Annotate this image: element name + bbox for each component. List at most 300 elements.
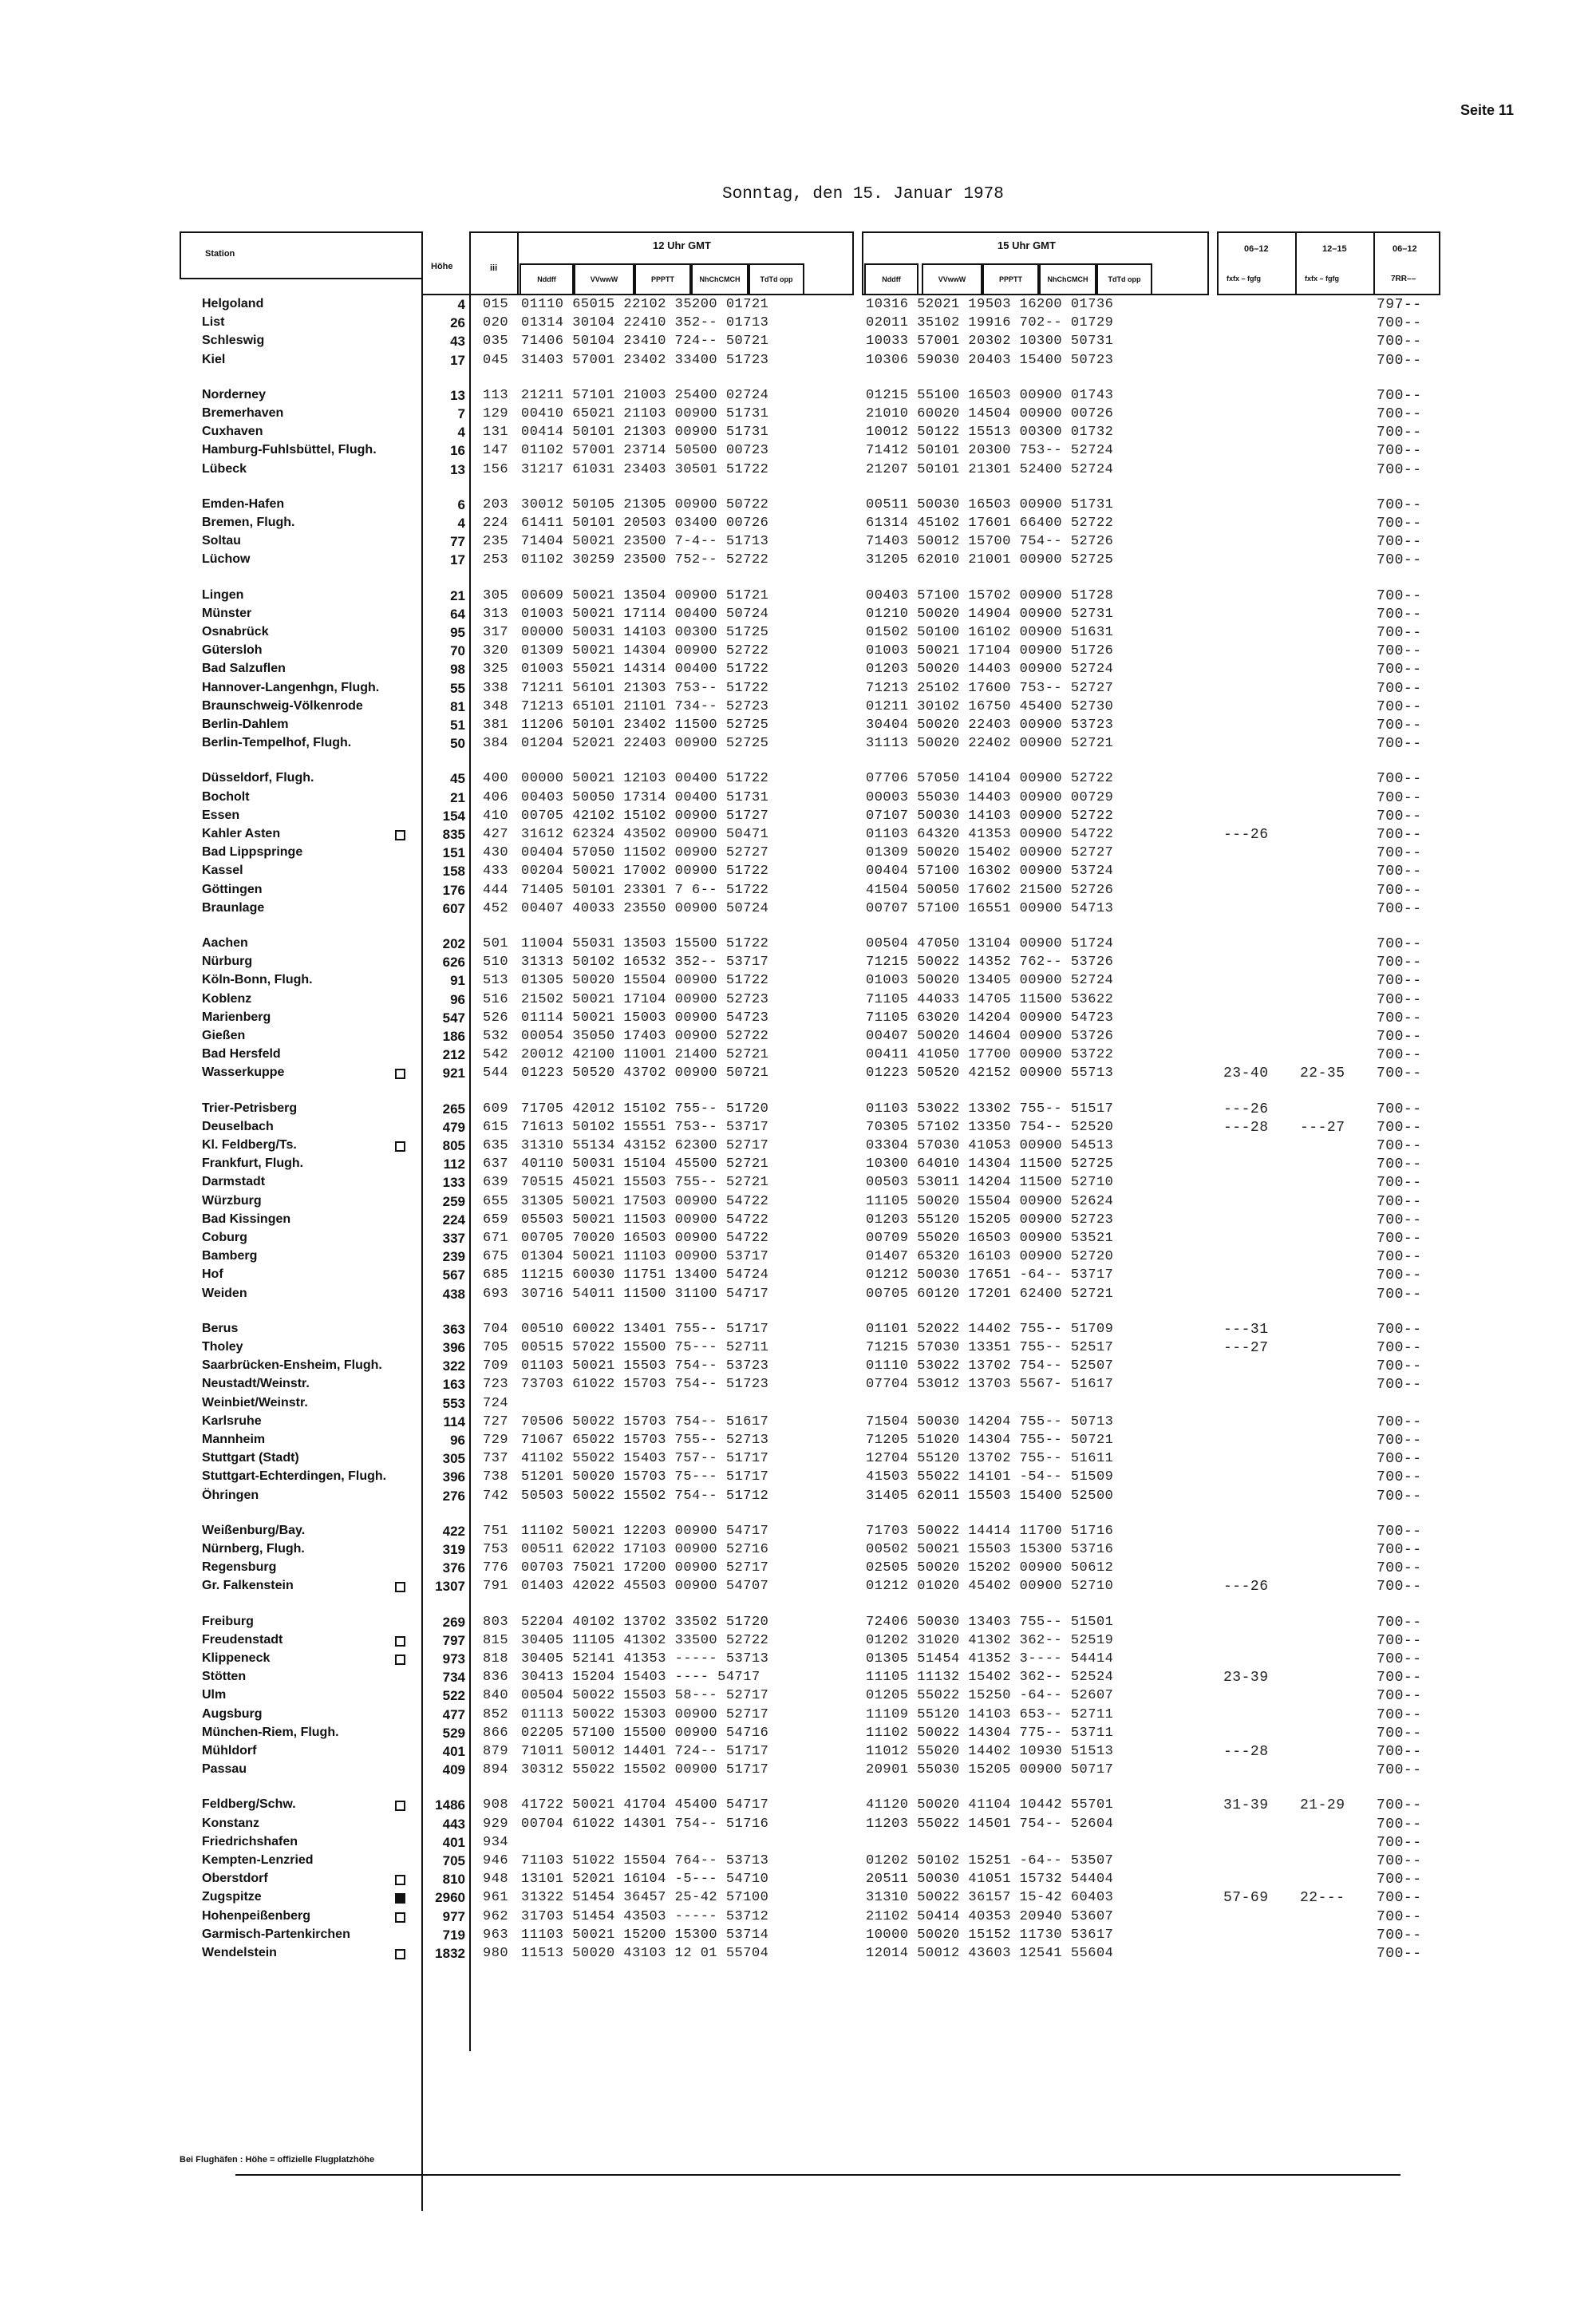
- obs-15utc: 01003 50021 17104 00900 51726: [866, 643, 1114, 659]
- obs-12utc: 31217 61031 23403 30501 51722: [521, 461, 769, 477]
- obs-12utc: 73703 61022 15703 754-- 51723: [521, 1377, 769, 1393]
- station-index: 635: [483, 1138, 509, 1153]
- station-index: 338: [483, 680, 509, 696]
- gust-06-12: ---26: [1223, 827, 1269, 843]
- station-index: 980: [483, 1946, 509, 1961]
- obs-15utc: 71412 50101 20300 753-- 52724: [866, 443, 1114, 459]
- station-elevation: 322: [442, 1358, 465, 1374]
- precip-06-12: 700--: [1377, 1101, 1422, 1117]
- obs-15utc: 00707 57100 16551 00900 54713: [866, 900, 1114, 916]
- station-index: 501: [483, 936, 509, 951]
- station-index: 544: [483, 1066, 509, 1081]
- precip-06-12: 700--: [1377, 516, 1422, 532]
- obs-12utc: 01304 50021 11103 00900 53717: [521, 1249, 769, 1265]
- station-row: [180, 1817, 1440, 1835]
- obs-15utc: 10306 59030 20403 15400 50723: [866, 352, 1114, 368]
- obs-12utc: 50503 50022 15502 754-- 51712: [521, 1488, 769, 1504]
- station-elevation: 797: [442, 1632, 465, 1648]
- station-index: 693: [483, 1286, 509, 1302]
- obs-15utc: 01211 30102 16750 45400 52730: [866, 698, 1114, 714]
- station-elevation: 17: [450, 552, 465, 568]
- station-index: 325: [483, 662, 509, 678]
- station-row: [180, 883, 1440, 901]
- station-elevation: 13: [450, 461, 465, 477]
- station-index: 381: [483, 718, 509, 733]
- station-row: [180, 736, 1440, 754]
- precip-06-12: 700--: [1377, 718, 1422, 733]
- precip-06-12: 700--: [1377, 789, 1422, 806]
- subheader-cols15-1: VVwwW: [922, 263, 982, 295]
- obs-15utc: 01103 53022 13302 755-- 51517: [866, 1101, 1114, 1117]
- station-row: [180, 1267, 1440, 1286]
- station-name: Hof: [202, 1267, 223, 1282]
- obs-12utc: 00705 42102 15102 00900 51727: [521, 808, 769, 824]
- obs-12utc: 00705 70020 16503 00900 54722: [521, 1231, 769, 1246]
- station-index: 510: [483, 955, 509, 971]
- precip-06-12: 700--: [1377, 900, 1422, 917]
- station-index: 015: [483, 297, 509, 312]
- station-name: Braunlage: [202, 900, 265, 915]
- precip-06-12: 700--: [1377, 864, 1422, 880]
- station-name: Bad Kissingen: [202, 1212, 291, 1226]
- obs-15utc: 00003 55030 14403 00900 00729: [866, 789, 1114, 805]
- station-index: 313: [483, 606, 509, 622]
- station-name: Friedrichshafen: [202, 1834, 298, 1848]
- header-station-label: Station: [205, 249, 235, 259]
- station-row: [180, 1029, 1440, 1047]
- precip-06-12: 700--: [1377, 973, 1422, 990]
- station-elevation: 363: [442, 1321, 465, 1337]
- station-row: [180, 588, 1440, 607]
- station-elevation: 95: [450, 625, 465, 640]
- station-index: 659: [483, 1212, 509, 1228]
- station-elevation: 719: [442, 1927, 465, 1943]
- rule-bottom: [235, 2174, 1400, 2176]
- precip-06-12: 700--: [1377, 1560, 1422, 1577]
- station-elevation: 202: [442, 936, 465, 951]
- gust-06-12: ---31: [1223, 1321, 1269, 1338]
- station-row: [180, 552, 1440, 571]
- station-name: Düsseldorf, Flugh.: [202, 771, 314, 785]
- station-elevation: 64: [450, 606, 465, 622]
- station-elevation: 479: [442, 1119, 465, 1135]
- obs-15utc: 01103 64320 41353 00900 54722: [866, 827, 1114, 842]
- station-name: Hamburg-Fuhlsbüttel, Flugh.: [202, 443, 377, 457]
- station-elevation: 96: [450, 991, 465, 1007]
- obs-12utc: 00407 40033 23550 00900 50724: [521, 900, 769, 916]
- station-index: 410: [483, 808, 509, 824]
- station-row: [180, 497, 1440, 516]
- station-index: 427: [483, 827, 509, 842]
- station-name: Saarbrücken-Ensheim, Flugh.: [202, 1358, 382, 1373]
- gust-06-12: ---28: [1223, 1119, 1269, 1136]
- obs-12utc: 30012 50105 21305 00900 50722: [521, 496, 769, 512]
- precip-06-12: 700--: [1377, 406, 1422, 422]
- precip-06-12: 700--: [1377, 496, 1422, 513]
- obs-15utc: 71703 50022 14414 11700 51716: [866, 1523, 1114, 1539]
- station-index: 671: [483, 1231, 509, 1246]
- station-elevation: 112: [443, 1156, 465, 1172]
- obs-15utc: 21207 50101 21301 52400 52724: [866, 461, 1114, 477]
- station-row: [180, 334, 1440, 352]
- obs-15utc: 01309 50020 15402 00900 52727: [866, 845, 1114, 861]
- station-index: 384: [483, 736, 509, 752]
- station-index: 724: [483, 1395, 509, 1411]
- station-name: Berlin-Dahlem: [202, 718, 289, 731]
- obs-15utc: 41120 50020 41104 10442 55701: [866, 1797, 1114, 1813]
- station-row: [180, 1120, 1440, 1138]
- station-elevation: 21: [450, 587, 465, 603]
- station-elevation: 81: [450, 698, 465, 714]
- obs-12utc: 71211 56101 21303 753-- 51722: [521, 680, 769, 696]
- station-elevation: 158: [442, 864, 465, 880]
- station-index: 156: [483, 461, 509, 477]
- subheader-cols15-2: PPPTT: [982, 263, 1039, 295]
- gust-06-12: 31-39: [1223, 1797, 1269, 1814]
- obs-15utc: 11203 55022 14501 754-- 52604: [866, 1816, 1114, 1832]
- station-elevation: 4: [457, 297, 465, 312]
- precip-06-12: 700--: [1377, 1156, 1422, 1173]
- station-row: [180, 1615, 1440, 1633]
- station-row: [180, 845, 1440, 864]
- obs-12utc: 01102 30259 23500 752-- 52722: [521, 552, 769, 568]
- obs-15utc: 11109 55120 14103 653-- 52711: [866, 1706, 1114, 1722]
- obs-15utc: 10300 64010 14304 11500 52725: [866, 1156, 1114, 1172]
- precip-06-12: 700--: [1377, 587, 1422, 604]
- precip-06-12: 700--: [1377, 680, 1422, 697]
- station-name: Weißenburg/Bay.: [202, 1523, 306, 1537]
- header-r1-sub: fxfx – fgfg: [1227, 275, 1262, 283]
- station-elevation: 259: [442, 1193, 465, 1209]
- station-index: 738: [483, 1469, 509, 1485]
- obs-12utc: 71103 51022 15504 764-- 53713: [521, 1853, 769, 1868]
- station-name: Freudenstadt: [202, 1632, 283, 1647]
- obs-15utc: 11012 55020 14402 10930 51513: [866, 1744, 1114, 1759]
- station-name: Ulm: [202, 1688, 227, 1702]
- station-row: [180, 1890, 1440, 1908]
- station-elevation: 529: [442, 1725, 465, 1741]
- station-elevation: 7: [457, 406, 465, 421]
- station-row: [180, 1853, 1440, 1872]
- station-elevation: 409: [442, 1762, 465, 1778]
- station-name: Weinbiet/Weinstr.: [202, 1395, 308, 1409]
- obs-12utc: 01110 65015 22102 35200 01721: [521, 297, 769, 312]
- station-row: [180, 1762, 1440, 1781]
- precip-06-12: 700--: [1377, 352, 1422, 369]
- precip-06-12: 700--: [1377, 1249, 1422, 1266]
- gust-12-15: 21-29: [1300, 1797, 1345, 1814]
- obs-12utc: 30405 11105 41302 33500 52722: [521, 1632, 769, 1648]
- station-index: 934: [483, 1834, 509, 1850]
- precip-06-12: 700--: [1377, 1212, 1422, 1228]
- station-name: Gießen: [202, 1029, 246, 1042]
- obs-15utc: 01101 52022 14402 755-- 51709: [866, 1321, 1114, 1337]
- station-elevation: 276: [442, 1488, 465, 1504]
- precip-06-12: 700--: [1377, 1138, 1422, 1154]
- obs-15utc: 72406 50030 13403 755-- 51501: [866, 1614, 1114, 1630]
- station-name: Klippeneck: [202, 1651, 271, 1665]
- obs-15utc: 01212 01020 45402 00900 52710: [866, 1579, 1114, 1595]
- station-name: Neustadt/Weinstr.: [202, 1377, 310, 1391]
- station-index: 791: [483, 1579, 509, 1595]
- precip-06-12: 700--: [1377, 1321, 1422, 1338]
- obs-12utc: 71011 50012 14401 724-- 51717: [521, 1744, 769, 1759]
- precip-06-12: 700--: [1377, 1433, 1422, 1449]
- station-elevation: 810: [442, 1872, 465, 1888]
- precip-06-12: 700--: [1377, 698, 1422, 715]
- station-elevation: 51: [450, 718, 465, 733]
- station-name: Emden-Hafen: [202, 496, 285, 511]
- station-index: 723: [483, 1377, 509, 1393]
- precip-06-12: 797--: [1377, 297, 1422, 313]
- precip-06-12: 700--: [1377, 1066, 1422, 1082]
- obs-12utc: 41722 50021 41704 45400 54717: [521, 1797, 769, 1813]
- obs-12utc: 61411 50101 20503 03400 00726: [521, 516, 769, 531]
- station-index: 776: [483, 1560, 509, 1576]
- station-index: 961: [483, 1890, 509, 1906]
- header-iii-label: iii: [490, 263, 498, 273]
- precip-06-12: 700--: [1377, 1488, 1422, 1504]
- obs-12utc: 31310 55134 43152 62300 52717: [521, 1138, 769, 1153]
- station-name: Braunschweig-Völkenrode: [202, 698, 363, 713]
- obs-12utc: 51201 50020 15703 75--- 51717: [521, 1469, 769, 1485]
- station-index: 526: [483, 1010, 509, 1026]
- obs-15utc: 00504 47050 13104 00900 51724: [866, 936, 1114, 951]
- subheader-cols15-0: Nddff: [864, 263, 918, 295]
- obs-15utc: 01215 55100 16503 00900 01743: [866, 387, 1114, 403]
- header-r1: [1217, 231, 1297, 295]
- obs-15utc: 00404 57100 16302 00900 53724: [866, 864, 1114, 880]
- station-name: Münster: [202, 606, 252, 620]
- obs-12utc: 11004 55031 13503 15500 51722: [521, 936, 769, 951]
- station-name: Deuselbach: [202, 1119, 274, 1133]
- station-row: [180, 662, 1440, 680]
- station-elevation: 43: [450, 334, 465, 350]
- station-name: Nürnberg, Flugh.: [202, 1542, 305, 1556]
- precip-06-12: 700--: [1377, 1706, 1422, 1723]
- station-row: [180, 864, 1440, 882]
- station-name: Köln-Bonn, Flugh.: [202, 973, 313, 987]
- obs-15utc: 71215 57030 13351 755-- 52517: [866, 1340, 1114, 1355]
- obs-15utc: 71105 44033 14705 11500 53622: [866, 991, 1114, 1007]
- station-row: [180, 462, 1440, 480]
- station-name: Wendelstein: [202, 1946, 277, 1959]
- station-row: [180, 1524, 1440, 1542]
- station-name: Göttingen: [202, 882, 263, 896]
- station-row: [180, 827, 1440, 845]
- station-name: Würzburg: [202, 1193, 262, 1208]
- precip-06-12: 700--: [1377, 334, 1422, 350]
- obs-15utc: 01203 50020 14403 00900 52724: [866, 662, 1114, 678]
- obs-15utc: 70305 57102 13350 754-- 52520: [866, 1119, 1114, 1135]
- station-index: 962: [483, 1908, 509, 1924]
- gust-06-12: ---26: [1223, 1579, 1269, 1595]
- station-index: 452: [483, 900, 509, 916]
- precip-06-12: 700--: [1377, 1744, 1422, 1760]
- obs-15utc: 01110 53022 13702 754-- 52507: [866, 1358, 1114, 1374]
- obs-15utc: 41503 55022 14101 -54-- 51509: [866, 1469, 1114, 1485]
- obs-15utc: 10033 57001 20302 10300 50731: [866, 334, 1114, 350]
- station-index: 406: [483, 789, 509, 805]
- obs-12utc: 11215 60030 11751 13400 54724: [521, 1267, 769, 1283]
- station-elevation: 977: [442, 1908, 465, 1924]
- subheader-cols12-4: TdTd opp: [749, 263, 804, 295]
- station-name: Weiden: [202, 1286, 247, 1300]
- obs-12utc: 11102 50021 12203 00900 54717: [521, 1523, 769, 1539]
- gust-06-12: ---28: [1223, 1744, 1269, 1760]
- precip-06-12: 700--: [1377, 443, 1422, 460]
- precip-06-12: 700--: [1377, 882, 1422, 899]
- station-index: 131: [483, 425, 509, 441]
- station-row: [180, 1340, 1440, 1358]
- station-index: 045: [483, 352, 509, 368]
- station-index: 815: [483, 1632, 509, 1648]
- station-elevation: 6: [457, 496, 465, 512]
- header-r3-label: 06–12: [1393, 244, 1417, 254]
- station-elevation: 55: [450, 680, 465, 696]
- obs-15utc: 01205 55022 15250 -64-- 52607: [866, 1688, 1114, 1704]
- obs-15utc: 12014 50012 43603 12541 55604: [866, 1946, 1114, 1961]
- obs-12utc: 01114 50021 15003 00900 54723: [521, 1010, 769, 1026]
- station-elevation: 96: [450, 1433, 465, 1448]
- obs-12utc: 71405 50101 23301 7 6-- 51722: [521, 882, 769, 898]
- precip-06-12: 700--: [1377, 1762, 1422, 1779]
- footnote: Bei Flughäfen : Höhe = offizielle Flugplatzhöhe: [180, 2155, 375, 2165]
- station-row: [180, 1194, 1440, 1212]
- station-row: [180, 992, 1440, 1010]
- station-name: Bremerhaven: [202, 406, 284, 420]
- station-elevation: 176: [442, 882, 465, 898]
- precip-06-12: 700--: [1377, 461, 1422, 478]
- station-elevation: 16: [450, 443, 465, 459]
- obs-12utc: 21211 57101 21003 25400 02724: [521, 387, 769, 403]
- station-row: [180, 1451, 1440, 1469]
- obs-12utc: 41102 55022 15403 757-- 51717: [521, 1451, 769, 1467]
- station-name: Lüchow: [202, 552, 251, 567]
- station-index: 320: [483, 643, 509, 659]
- station-index: 444: [483, 882, 509, 898]
- precip-06-12: 700--: [1377, 1542, 1422, 1558]
- station-row: [180, 936, 1440, 955]
- precip-06-12: 700--: [1377, 808, 1422, 824]
- station-name: Mannheim: [202, 1433, 266, 1446]
- precip-06-12: 700--: [1377, 1579, 1422, 1595]
- obs-12utc: 00511 62022 17103 00900 52716: [521, 1542, 769, 1557]
- station-name: Kiel: [202, 352, 226, 366]
- station-name: Garmisch-Partenkirchen: [202, 1927, 350, 1941]
- subheader-cols12-0: Nddff: [519, 263, 574, 295]
- precip-06-12: 700--: [1377, 1927, 1422, 1943]
- station-name: Bamberg: [202, 1249, 258, 1263]
- precip-06-12: 700--: [1377, 736, 1422, 753]
- precip-06-12: 700--: [1377, 643, 1422, 660]
- precip-06-12: 700--: [1377, 1010, 1422, 1026]
- station-index: 894: [483, 1762, 509, 1778]
- station-name: Essen: [202, 808, 240, 822]
- obs-15utc: 03304 57030 41053 00900 54513: [866, 1138, 1114, 1153]
- station-row: [180, 1707, 1440, 1726]
- precip-06-12: 700--: [1377, 1267, 1422, 1284]
- station-row: [180, 1101, 1440, 1120]
- precip-06-12: 700--: [1377, 1670, 1422, 1686]
- gust-06-12: ---27: [1223, 1340, 1269, 1356]
- precip-06-12: 700--: [1377, 1688, 1422, 1705]
- station-row: [180, 1414, 1440, 1433]
- station-row: [180, 1433, 1440, 1451]
- station-index: 737: [483, 1451, 509, 1467]
- header-hoehe: [421, 231, 471, 295]
- precip-06-12: 700--: [1377, 1890, 1422, 1907]
- station-index: 852: [483, 1706, 509, 1722]
- station-row: [180, 973, 1440, 991]
- obs-12utc: 30312 55022 15502 00900 51717: [521, 1762, 769, 1778]
- precip-06-12: 700--: [1377, 1946, 1422, 1962]
- obs-12utc: 00000 50021 12103 00400 51722: [521, 771, 769, 787]
- obs-12utc: 31313 50102 16532 352-- 53717: [521, 955, 769, 971]
- station-elevation: 376: [442, 1560, 465, 1576]
- obs-12utc: 00403 50050 17314 00400 51731: [521, 789, 769, 805]
- subheader-cols12-2: PPPTT: [634, 263, 691, 295]
- subheader-cols15-3: NhChCMCH: [1039, 263, 1096, 295]
- obs-12utc: 01204 52021 22403 00900 52725: [521, 736, 769, 752]
- station-index: 742: [483, 1488, 509, 1504]
- precip-06-12: 700--: [1377, 1286, 1422, 1303]
- station-row: [180, 406, 1440, 425]
- station-name: Gr. Falkenstein: [202, 1579, 294, 1593]
- gust-12-15: 22---: [1300, 1890, 1345, 1907]
- station-row: [180, 388, 1440, 406]
- station-elevation: 17: [450, 352, 465, 368]
- obs-15utc: 00503 53011 14204 11500 52710: [866, 1175, 1114, 1191]
- station-elevation: 133: [442, 1175, 465, 1191]
- precip-06-12: 700--: [1377, 1119, 1422, 1136]
- station-name: Tholey: [202, 1340, 243, 1354]
- obs-12utc: 01403 42022 45503 00900 54707: [521, 1579, 769, 1595]
- precip-06-12: 700--: [1377, 771, 1422, 788]
- precip-06-12: 700--: [1377, 552, 1422, 569]
- precip-06-12: 700--: [1377, 1614, 1422, 1631]
- station-name: München-Riem, Flugh.: [202, 1725, 339, 1739]
- station-index: 908: [483, 1797, 509, 1813]
- obs-12utc: 00510 60022 13401 755-- 51717: [521, 1321, 769, 1337]
- obs-12utc: 21502 50021 17104 00900 52723: [521, 991, 769, 1007]
- obs-12utc: 11513 50020 43103 12 01 55704: [521, 1946, 769, 1961]
- station-name: Oberstdorf: [202, 1872, 268, 1886]
- obs-12utc: 00410 65021 21103 00900 51731: [521, 406, 769, 421]
- station-row: [180, 1560, 1440, 1579]
- station-index: 709: [483, 1358, 509, 1374]
- station-name: List: [202, 315, 225, 330]
- obs-15utc: 21102 50414 40353 20940 53607: [866, 1908, 1114, 1924]
- obs-12utc: 70506 50022 15703 754-- 51617: [521, 1413, 769, 1429]
- obs-12utc: 00054 35050 17403 00900 52722: [521, 1029, 769, 1044]
- obs-15utc: 02505 50020 15202 00900 50612: [866, 1560, 1114, 1576]
- station-elevation: 705: [442, 1853, 465, 1868]
- station-elevation: 186: [442, 1029, 465, 1044]
- precip-06-12: 700--: [1377, 1651, 1422, 1667]
- obs-15utc: 30404 50020 22403 00900 53723: [866, 718, 1114, 733]
- station-row: [180, 297, 1440, 315]
- station-row: [180, 516, 1440, 534]
- obs-12utc: 71213 65101 21101 734-- 52723: [521, 698, 769, 714]
- station-row: [180, 1322, 1440, 1340]
- obs-12utc: 01003 55021 14314 00400 51722: [521, 662, 769, 678]
- station-index: 400: [483, 771, 509, 787]
- header-r2-label: 12–15: [1322, 244, 1347, 254]
- station-index: 685: [483, 1267, 509, 1283]
- gust-12-15: ---27: [1300, 1119, 1345, 1136]
- station-name: Kempten-Lenzried: [202, 1853, 314, 1867]
